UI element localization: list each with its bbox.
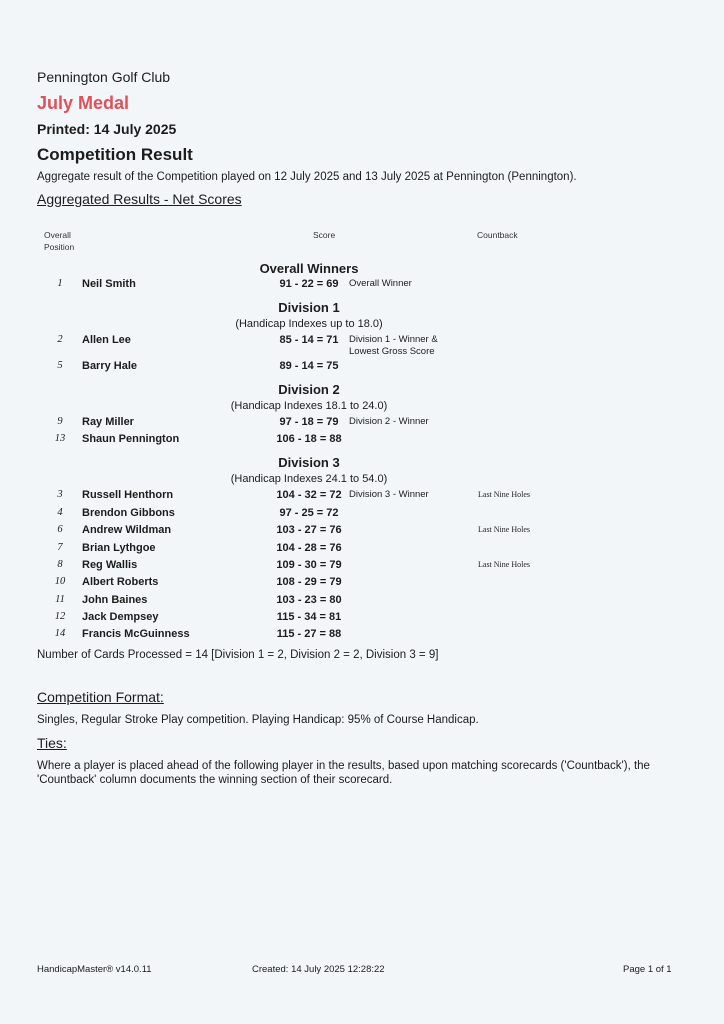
row-position: 5: [57, 360, 63, 371]
row-player-name: Andrew Wildman: [82, 524, 172, 536]
row-position: 10: [54, 576, 66, 587]
row-score: 97 - 18 = 79: [279, 416, 339, 428]
row-award: Division 2 - Winner: [349, 416, 429, 427]
row-score: 104 - 28 = 76: [276, 542, 342, 554]
row-score: 103 - 27 = 76: [276, 524, 342, 536]
row-position: 6: [57, 524, 63, 535]
row-player-name: Jack Dempsey: [82, 611, 159, 623]
row-player-name: Russell Henthorn: [82, 489, 174, 501]
row-score: 109 - 30 = 79: [276, 559, 342, 571]
printed-date: Printed: 14 July 2025: [37, 121, 177, 137]
row-score: 115 - 34 = 81: [276, 611, 342, 623]
group-title: Division 2: [278, 382, 340, 397]
row-player-name: Francis McGuinness: [82, 628, 190, 640]
row-score: 89 - 14 = 75: [279, 360, 339, 372]
ties-text: Where a player is placed ahead of the following player in the results, based upon matching scorecards ('Countback'), the 'Countback' column documents the winning section of their scorecard.: [37, 760, 650, 786]
row-score: 85 - 14 = 71: [279, 334, 339, 346]
group-title: Division 1: [278, 300, 340, 315]
row-score: 97 - 25 = 72: [279, 507, 339, 519]
row-score: 104 - 32 = 72: [276, 489, 342, 501]
row-score: 115 - 27 = 88: [276, 628, 342, 640]
group-title: Overall Winners: [259, 261, 359, 276]
row-position: 12: [54, 611, 66, 622]
ties-title: Ties:: [37, 735, 67, 751]
format-text: Singles, Regular Stroke Play competition. Playing Handicap: 95% of Course Handicap.: [37, 714, 479, 726]
row-position: 9: [57, 416, 63, 427]
row-countback: Last Nine Holes: [478, 490, 530, 499]
row-award: Division 3 - Winner: [349, 489, 429, 500]
row-player-name: Ray Miller: [82, 416, 134, 428]
row-award: Division 1 - Winner & Lowest Gross Score: [349, 334, 438, 357]
column-header-score: Score: [313, 230, 336, 240]
row-position: 14: [54, 628, 66, 639]
footer-page-number: Page 1 of 1: [623, 964, 672, 975]
row-position: 8: [57, 559, 63, 570]
group-subtitle: (Handicap Indexes 18.1 to 24.0): [230, 400, 388, 412]
row-award: Overall Winner: [349, 278, 412, 289]
group-title: Division 3: [278, 455, 340, 470]
row-countback: Last Nine Holes: [478, 525, 530, 534]
footer-software: HandicapMaster® v14.0.11: [37, 964, 152, 975]
column-header-position-line2: Position: [44, 242, 75, 252]
row-player-name: Albert Roberts: [82, 576, 159, 588]
row-score: 108 - 29 = 79: [276, 576, 342, 588]
page-title: Competition Result: [37, 145, 193, 164]
section-title: Aggregated Results - Net Scores: [37, 191, 242, 207]
row-player-name: Reg Wallis: [82, 559, 138, 571]
row-position: 13: [54, 433, 66, 444]
column-header-position: [44, 229, 74, 253]
row-player-name: Neil Smith: [82, 278, 136, 290]
club-name: Pennington Golf Club: [37, 69, 171, 85]
row-position: 3: [57, 489, 63, 500]
row-score: 91 - 22 = 69: [279, 278, 339, 290]
event-title: July Medal: [37, 93, 130, 113]
group-subtitle: (Handicap Indexes 24.1 to 54.0): [230, 473, 388, 485]
row-position: 2: [57, 334, 63, 345]
footer-created: Created: 14 July 2025 12:28:22: [252, 964, 385, 975]
row-score: 103 - 23 = 80: [276, 594, 342, 606]
row-position: 11: [55, 594, 65, 605]
row-score: 106 - 18 = 88: [276, 433, 342, 445]
row-player-name: Brendon Gibbons: [82, 507, 175, 519]
group-subtitle: (Handicap Indexes up to 18.0): [235, 318, 383, 330]
row-player-name: John Baines: [82, 594, 148, 606]
competition-description: Aggregate result of the Competition played on 12 July 2025 and 13 July 2025 at Pennington (Pennington).: [37, 171, 577, 183]
format-title: Competition Format:: [37, 689, 164, 705]
row-countback: Last Nine Holes: [478, 560, 530, 569]
row-player-name: Shaun Pennington: [82, 433, 180, 445]
row-player-name: Allen Lee: [82, 334, 131, 346]
cards-processed: Number of Cards Processed = 14 [Division 1 = 2, Division 2 = 2, Division 3 = 9]: [37, 649, 439, 661]
row-position: 7: [57, 542, 63, 553]
row-player-name: Barry Hale: [82, 360, 138, 372]
row-position: 4: [57, 507, 63, 518]
row-position: 1: [57, 278, 63, 289]
column-header-position-line1: Overall: [44, 230, 71, 240]
row-player-name: Brian Lythgoe: [82, 542, 156, 554]
column-header-countback: Countback: [477, 230, 518, 240]
